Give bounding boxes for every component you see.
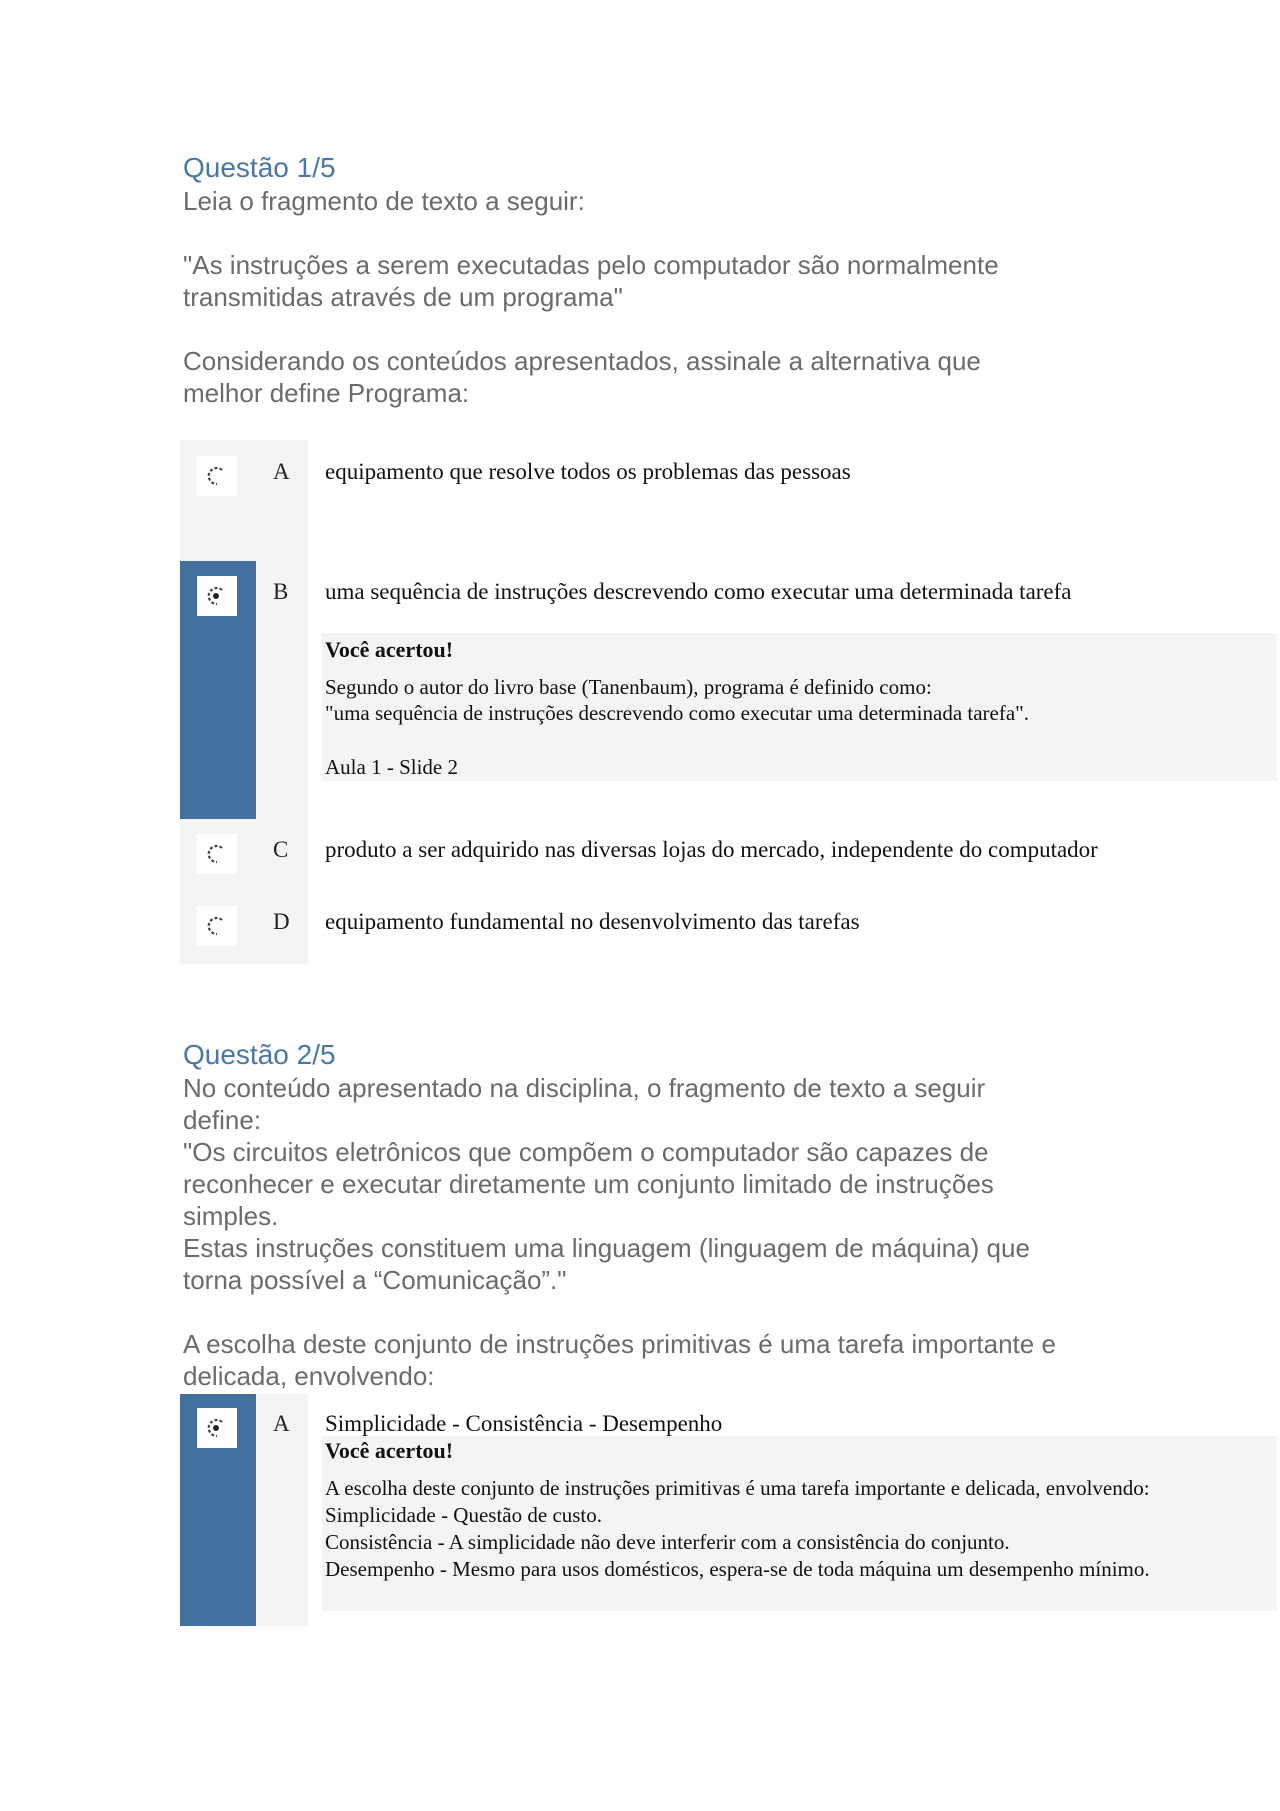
question-1-title: Questão 1/5 [183, 152, 336, 183]
question-1-quote-line: transmitidas através de um programa" [183, 282, 623, 312]
question-2-text-line: simples. [183, 1201, 279, 1231]
question-1-ask-line: melhor define Programa: [183, 378, 470, 408]
option-d-radio[interactable] [197, 906, 237, 946]
option-a-text[interactable]: equipamento que resolve todos os problemas das pessoas [325, 459, 851, 484]
option-a-letter: A [273, 459, 290, 484]
feedback-line: Aula 1 - Slide 2 [325, 755, 458, 779]
question-2-ask-line: A escolha deste conjunto de instruções primitivas é uma tarefa importante e [183, 1329, 1056, 1359]
feedback-line: Consistência - A simplicidade não deve interferir com a consistência do conjunto. [325, 1530, 1010, 1554]
feedback-title: Você acertou! [325, 1438, 454, 1463]
feedback-line: A escolha deste conjunto de instruções primitivas é uma tarefa importante e delicada, envolvendo: [325, 1476, 1150, 1500]
option-c-letter: C [273, 837, 289, 862]
question-1-ask-line: Considerando os conteúdos apresentados, assinale a alternativa que [183, 346, 981, 376]
option-a-text[interactable]: Simplicidade - Consistência - Desempenho [325, 1411, 723, 1436]
option-a-radio[interactable] [197, 456, 237, 496]
question-2-ask-line: delicada, envolvendo: [183, 1361, 435, 1391]
option-c-text[interactable]: produto a ser adquirido nas diversas lojas do mercado, independente do computador [325, 837, 1098, 862]
question-2-title: Questão 2/5 [183, 1039, 336, 1070]
feedback-panel [322, 633, 1277, 781]
question-2-text-line: Estas instruções constituem uma linguagem (linguagem de máquina) que [183, 1233, 1030, 1263]
radio-unchecked-icon [205, 842, 229, 866]
radio-checked-icon [205, 584, 229, 608]
question-1-prompt: Leia o fragmento de texto a seguir: [183, 186, 585, 216]
option-b-letter: B [273, 579, 289, 604]
option-a-letter: A [273, 1411, 290, 1436]
feedback-line: "uma sequência de instruções descrevendo como executar uma determinada tarefa". [325, 701, 1029, 725]
option-b-radio[interactable] [197, 576, 237, 616]
question-2-text-line: reconhecer e executar diretamente um conjunto limitado de instruções [183, 1169, 994, 1199]
option-c-radio[interactable] [197, 834, 237, 874]
option-b-text[interactable]: uma sequência de instruções descrevendo como executar uma determinada tarefa [325, 579, 1072, 604]
question-2-text-line: torna possível a “Comunicação”." [183, 1265, 567, 1295]
feedback-line: Segundo o autor do livro base (Tanenbaum), programa é definido como: [325, 675, 932, 699]
question-2-text-line: No conteúdo apresentado na disciplina, o fragmento de texto a seguir [183, 1073, 986, 1103]
feedback-panel [322, 1436, 1277, 1611]
option-d-text[interactable]: equipamento fundamental no desenvolvimento das tarefas [325, 909, 860, 934]
feedback-line: Desempenho - Mesmo para usos domésticos, espera-se de toda máquina um desempenho mínimo. [325, 1557, 1150, 1581]
radio-unchecked-icon [205, 464, 229, 488]
question-2-text-line: define: [183, 1105, 262, 1135]
option-a-radio[interactable] [197, 1408, 237, 1448]
radio-unchecked-icon [205, 914, 229, 938]
radio-checked-icon [205, 1416, 229, 1440]
question-2-text-line: "Os circuitos eletrônicos que compõem o computador são capazes de [183, 1137, 989, 1167]
feedback-line: Simplicidade - Questão de custo. [325, 1503, 603, 1527]
question-1-quote-line: "As instruções a serem executadas pelo computador são normalmente [183, 250, 999, 280]
feedback-title: Você acertou! [325, 637, 454, 662]
option-d-letter: D [273, 909, 290, 934]
